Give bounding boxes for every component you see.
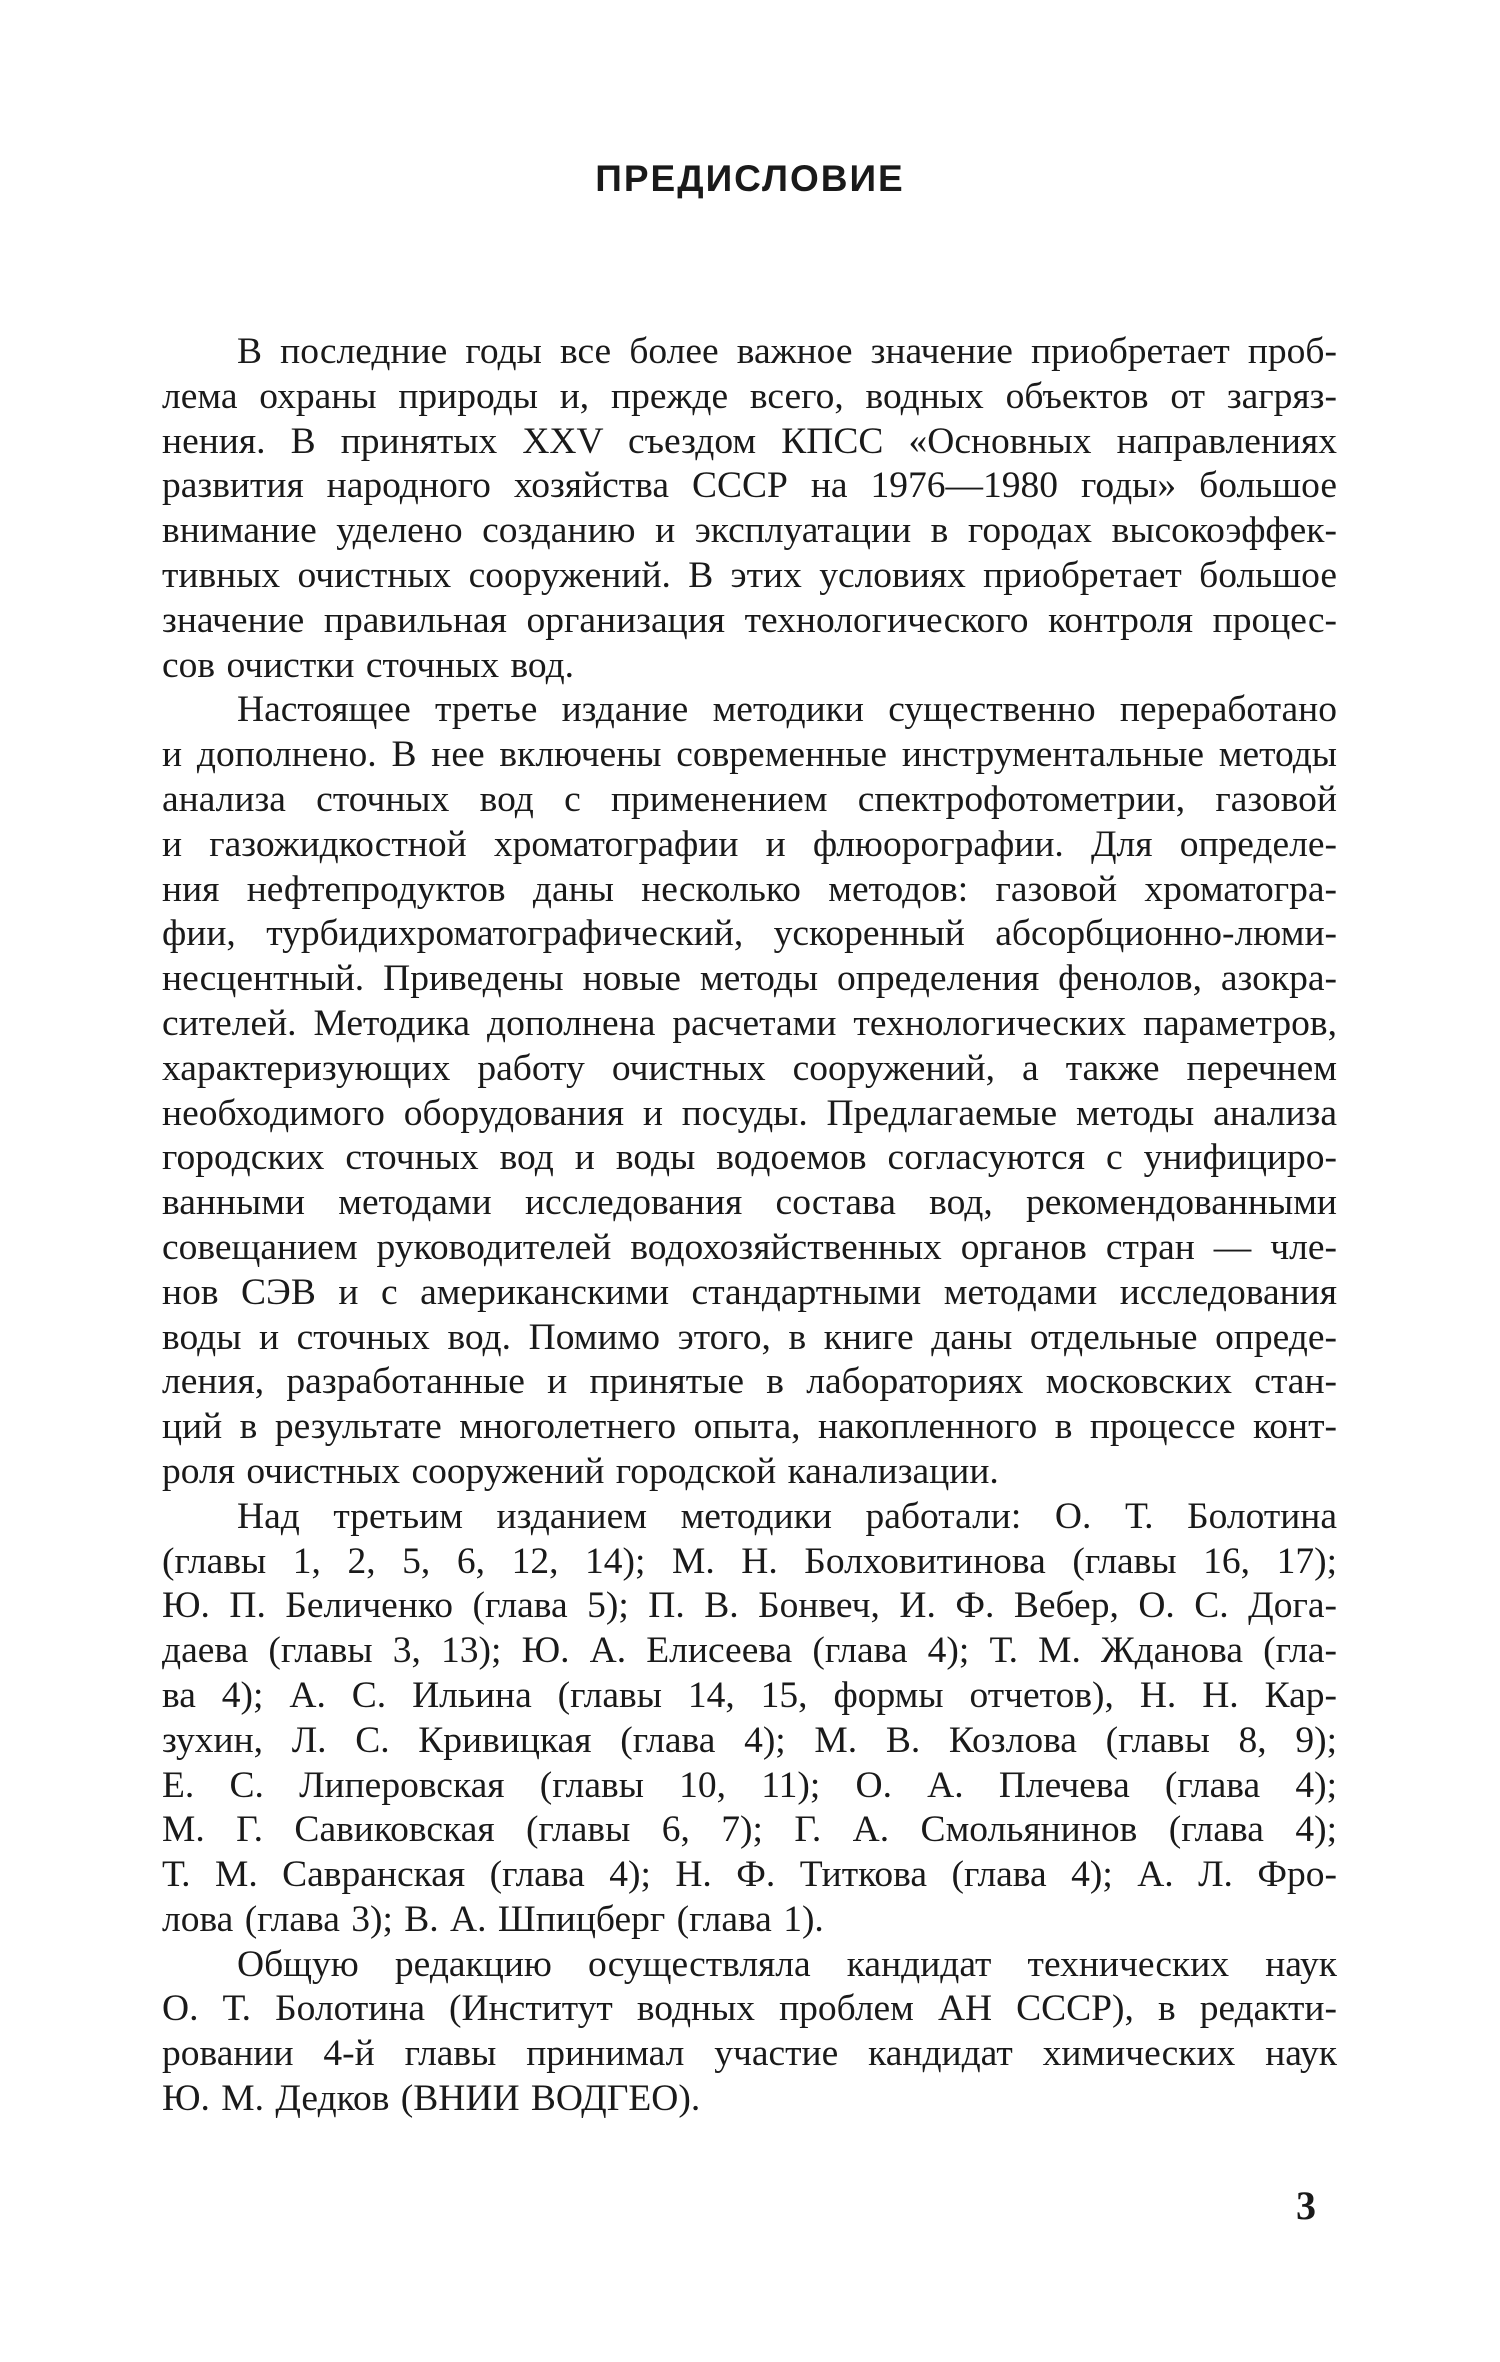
text-line: необходимого оборудования и посуды. Предлагаемые методы анализа	[162, 1092, 1337, 1134]
text-line: В последние годы все более важное значение приобретает проб-	[237, 331, 1337, 372]
text-line: Над третьим изданием методики работали: О. Т. Болотина	[237, 1495, 1337, 1537]
text-line: Т. М. Савранская (глава 4); Н. Ф. Титкова (глава 4); А. Л. Фро-	[162, 1854, 1337, 1896]
paragraph-authors	[162, 1495, 1337, 1943]
text-line: ций в результате многолетнего опыта, накопленного в процессе конт-	[162, 1406, 1337, 1448]
body-text	[162, 330, 1337, 2122]
text-line: значение правильная организация технологического контроля процес-	[162, 599, 1337, 641]
text-line: городских сточных вод и воды водоемов согласуются с унифициро-	[162, 1137, 1337, 1179]
paragraph-editing	[162, 1943, 1337, 2122]
text-line: несцентный. Приведены новые методы определения фенолов, азокра-	[162, 958, 1337, 1000]
text-line: (главы 1, 2, 5, 6, 12, 14); М. Н. Болховитинова (главы 16, 17);	[162, 1540, 1337, 1582]
text-line: ния нефтепродуктов даны несколько методов: газовой хроматогра-	[162, 868, 1337, 910]
paragraph-intro	[162, 330, 1337, 688]
paragraph-edition	[162, 688, 1337, 1494]
page-title: ПРЕДИСЛОВИЕ	[595, 158, 905, 199]
text-line: нов СЭВ и с американскими стандартными методами исследования	[162, 1271, 1337, 1313]
text-line: Е. С. Липеровская (главы 10, 11); О. А. Плечева (глава 4);	[162, 1764, 1337, 1806]
text-line: сов очистки сточных вод.	[162, 644, 575, 686]
text-line: и газожидкостной хроматографии и флюорографии. Для определе-	[162, 823, 1337, 865]
text-line: лова (глава 3); В. А. Шпицберг (глава 1).	[162, 1898, 824, 1940]
text-line: нения. В принятых XXV съездом КПСС «Основных направлениях	[162, 420, 1337, 462]
text-line: внимание уделено созданию и эксплуатации в городах высокоэффек-	[162, 510, 1337, 552]
text-line: зухин, Л. С. Кривицкая (глава 4); М. В. Козлова (главы 8, 9);	[162, 1719, 1337, 1761]
page-number: 3	[1296, 2183, 1316, 2228]
text-line: ва 4); А. С. Ильина (главы 14, 15, формы отчетов), Н. Н. Кар-	[162, 1674, 1337, 1716]
text-line: воды и сточных вод. Помимо этого, в книге даны отдельные опреде-	[162, 1316, 1337, 1358]
text-line: даева (главы 3, 13); Ю. А. Елисеева (глава 4); Т. М. Жданова (гла-	[162, 1630, 1337, 1672]
text-line: ванными методами исследования состава вод, рекомендованными	[162, 1182, 1337, 1224]
text-line: характеризующих работу очистных сооружений, а также перечнем	[162, 1047, 1337, 1089]
text-line: фии, турбидихроматографический, ускоренный абсорбционно-люми-	[162, 913, 1337, 955]
text-line: Ю. М. Дедков (ВНИИ ВОДГЕО).	[162, 2078, 701, 2120]
text-line: развития народного хозяйства СССР на 1976—1980 годы» большое	[162, 465, 1337, 507]
text-line: анализа сточных вод с применением спектрофотометрии, газовой	[162, 778, 1337, 820]
text-line: совещанием руководителей водохозяйственных органов стран — чле-	[162, 1226, 1337, 1268]
text-line: Ю. П. Беличенко (глава 5); П. В. Бонвеч, И. Ф. Вебер, О. С. Дога-	[162, 1585, 1337, 1627]
text-line: роля очистных сооружений городской канализации.	[162, 1450, 999, 1492]
text-line: ления, разработанные и принятые в лабораториях московских стан-	[162, 1361, 1337, 1403]
text-line: сителей. Методика дополнена расчетами технологических параметров,	[162, 1002, 1337, 1044]
text-line: ровании 4-й главы принимал участие кандидат химических наук	[162, 2033, 1337, 2075]
text-line: тивных очистных сооружений. В этих условиях приобретает большое	[162, 554, 1337, 596]
text-line: О. Т. Болотина (Институт водных проблем АН СССР), в редакти-	[162, 1988, 1337, 2030]
text-line: Настоящее третье издание методики существенно переработано	[237, 689, 1337, 731]
text-line: и дополнено. В нее включены современные инструментальные методы	[162, 734, 1337, 776]
text-line: лема охраны природы и, прежде всего, водных объектов от загряз-	[162, 375, 1337, 417]
text-line: М. Г. Савиковская (главы 6, 7); Г. А. Смольянинов (глава 4);	[162, 1809, 1337, 1851]
text-line: Общую редакцию осуществляла кандидат технических наук	[237, 1943, 1337, 1985]
